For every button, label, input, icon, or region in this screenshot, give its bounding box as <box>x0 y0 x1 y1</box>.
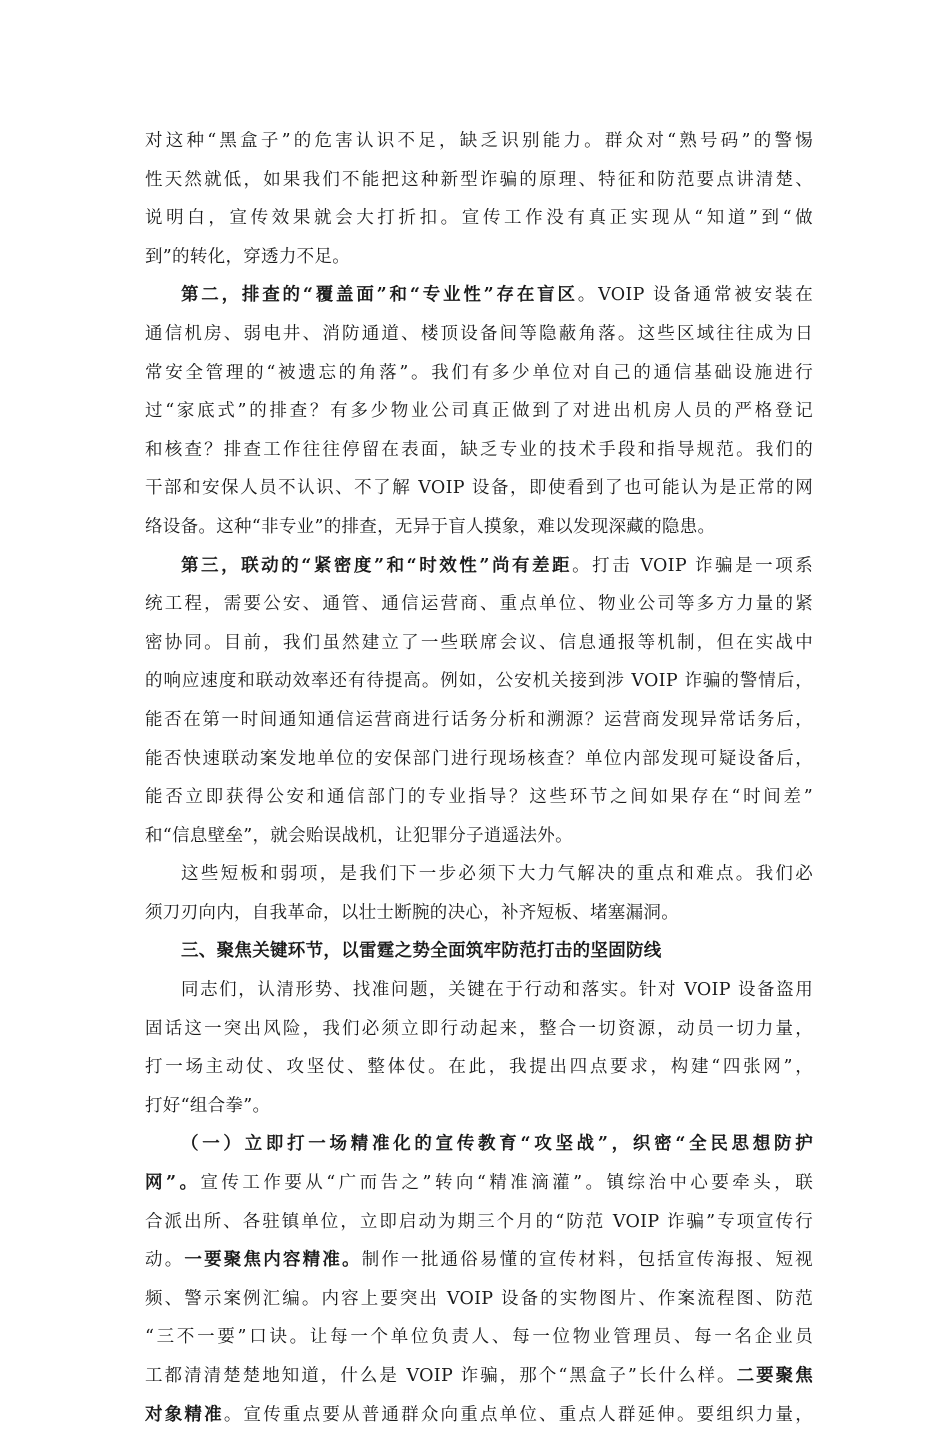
text-line <box>145 1203 813 1242</box>
section-heading-line <box>145 276 813 315</box>
text-segment: 同志们，认清形势、找准问题，关键在于行动和落实。针对 VOIP 设备盗用 <box>181 980 813 1001</box>
text-segment: 能否快速联动案发地单位的安保部门进行现场核查？单位内部发现可疑设备后， <box>145 748 813 769</box>
section-heading: 第三，联动的“紧密度”和“时效性”尚有差距 <box>181 555 573 576</box>
text-segment: 通信机房、弱电井、消防通道、楼顶设备间等隐蔽角落。这些区域往往成为日 <box>145 323 813 344</box>
text-line <box>145 1241 813 1280</box>
emphasis-text: 二要聚焦 <box>736 1366 813 1386</box>
text-segment: 。VOIP 设备通常被安装在 <box>577 285 813 306</box>
text-line <box>145 1318 813 1357</box>
text-segment: 干部和安保人员不认识、不了解 VOIP 设备，即使看到了也可能认为是正常的网 <box>145 478 813 499</box>
text-segment: 对这种“黑盒子”的危害认识不足，缺乏识别能力。群众对“熟号码”的警惕 <box>145 131 813 151</box>
text-line <box>145 778 813 817</box>
text-line <box>145 122 813 161</box>
text-segment: 频、警示案例汇编。内容上要突出 VOIP 设备的实物图片、作案流程图、防范 <box>145 1288 813 1309</box>
text-line <box>145 1087 813 1126</box>
text-line <box>145 701 813 740</box>
text-line <box>145 431 813 470</box>
emphasis-text: 一要聚焦内容精准。 <box>184 1250 362 1271</box>
text-line <box>145 238 813 277</box>
text-line <box>145 161 813 200</box>
text-segment: 能否立即获得公安和通信部门的专业指导？这些环节之间如果存在“时间差” <box>145 787 813 808</box>
text-segment: 宣传工作要从“广而告之”转向“精准滴灌”。镇综治中心要牵头，联 <box>200 1173 813 1194</box>
text-segment: 常安全管理的“被遗忘的角落”。我们有多少单位对自己的通信基础设施进行 <box>145 362 813 383</box>
text-segment: 和核查？排查工作往往停留在表面，缺乏专业的技术手段和指导规范。我们的 <box>145 439 813 460</box>
text-segment: 动。 <box>145 1250 185 1271</box>
text-segment: 性天然就低，如果我们不能把这种新型诈骗的原理、特征和防范要点讲清楚、 <box>145 169 813 190</box>
text-line <box>145 1280 813 1319</box>
text-line <box>145 971 813 1010</box>
text-segment: 。打击 VOIP 诈骗是一项系 <box>572 555 813 576</box>
text-line <box>145 354 813 393</box>
text-line <box>145 469 813 508</box>
text-line <box>145 508 813 547</box>
text-segment: 和“信息壁垒”，就会贻误战机，让犯罪分子逍遥法外。 <box>145 825 573 846</box>
subsection-heading: （一）立即打一场精准化的宣传教育“攻坚战”，织密“全民思想防护 <box>181 1134 813 1155</box>
text-segment: 能否在第一时间通知通信运营商进行话务分析和溯源？运营商发现异常话务后， <box>145 709 813 730</box>
text-line <box>145 315 813 354</box>
text-line <box>145 1357 813 1396</box>
text-line <box>145 1010 813 1049</box>
subsection-heading-line <box>145 1125 813 1164</box>
text-segment: 。宣传重点要从普通群众向重点单位、重点人群延伸。要组织力量， <box>223 1404 813 1425</box>
chapter-heading-line <box>145 932 813 971</box>
text-line <box>145 894 813 933</box>
text-line <box>145 817 813 856</box>
text-line <box>145 392 813 431</box>
text-line <box>145 585 813 624</box>
text-segment: 统工程，需要公安、通管、通信运营商、重点单位、物业公司等多方力量的紧 <box>145 594 813 615</box>
text-segment: 合派出所、各驻镇单位，立即启动为期三个月的“防范 VOIP 诈骗”专项宣传行 <box>145 1211 813 1232</box>
chapter-heading: 三、聚焦关键环节，以雷霆之势全面筑牢防范打击的坚固防线 <box>181 941 662 962</box>
document-body <box>145 122 813 1434</box>
text-segment: 打好“组合拳”。 <box>145 1095 271 1116</box>
text-segment: 打一场主动仗、攻坚仗、整体仗。在此，我提出四点要求，构建“四张网”， <box>145 1057 813 1078</box>
text-line <box>145 624 813 663</box>
text-segment: 络设备。这种“非专业”的排查，无异于盲人摸象，难以发现深藏的隐患。 <box>145 516 716 537</box>
text-segment: 须刀刃向内，自我革命，以壮士断腕的决心，补齐短板、堵塞漏洞。 <box>145 902 679 923</box>
text-segment: 说明白，宣传效果就会大打折扣。宣传工作没有真正实现从“知道”到“做 <box>145 208 813 229</box>
text-segment: 制作一批通俗易懂的宣传材料，包括宣传海报、短视 <box>361 1250 813 1271</box>
text-line <box>145 199 813 238</box>
section-heading-line <box>145 547 813 586</box>
text-segment: 过“家底式”的排查？有多少物业公司真正做到了对进出机房人员的严格登记 <box>145 401 813 422</box>
text-line <box>145 1164 813 1203</box>
text-line <box>145 740 813 779</box>
text-segment: 这些短板和弱项，是我们下一步必须下大力气解决的重点和难点。我们必 <box>181 864 813 885</box>
text-segment: 工都清清楚楚地知道，什么是 VOIP 诈骗，那个“黑盒子”长什么样。 <box>145 1366 737 1386</box>
text-line <box>145 662 813 701</box>
text-segment: 密协同。目前，我们虽然建立了一些联席会议、信息通报等机制，但在实战中 <box>145 632 813 653</box>
text-segment: “三不一要”口诀。让每一个单位负责人、每一位物业管理员、每一名企业员 <box>145 1327 813 1348</box>
section-heading: 第二，排查的“覆盖面”和“专业性”存在盲区 <box>181 285 578 306</box>
text-line <box>145 1048 813 1087</box>
text-segment: 到”的转化，穿透力不足。 <box>145 246 351 267</box>
subsection-heading-tail: 网”。 <box>145 1173 201 1194</box>
text-segment: 固话这一突出风险，我们必须立即行动起来，整合一切资源，动员一切力量， <box>145 1018 813 1039</box>
text-line <box>145 855 813 894</box>
text-line <box>145 1396 813 1434</box>
emphasis-text: 对象精准 <box>145 1404 224 1425</box>
text-segment: 的响应速度和联动效率还有待提高。例如，公安机关接到涉 VOIP 诈骗的警情后， <box>145 671 813 692</box>
